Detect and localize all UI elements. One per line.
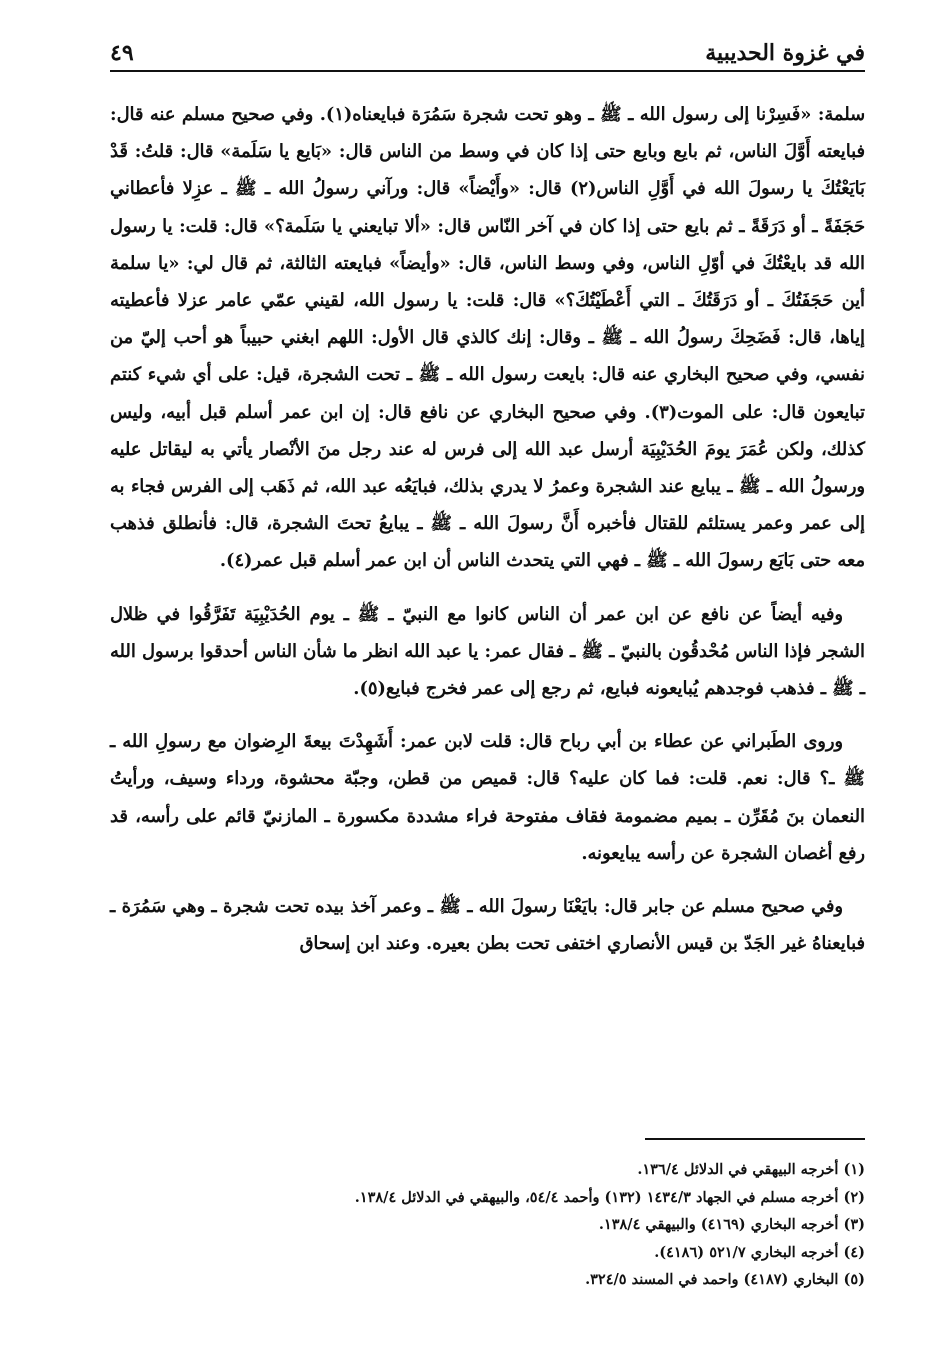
main-text <box>110 96 865 962</box>
footnote-rule <box>645 1138 865 1140</box>
paragraph-1: سلمة: «فَسِرْنا إلى رسول الله ـ ﷺ ـ وهو تحت شجرة سَمُرَة فبايعناه(١). وفي صحيح مسلم عنه قال: فبايعته أَوَّلَ الناس، ثم بايع وبايع حتى إذا كان في وسط من الناس قال: «بَايع يا سَلَمة» قال: قلتُ: قَدْ بَايَعْتُكَ يا رسولَ الله في أَوَّلِ الناس(٢) قال: «وأَيْضاً» قال: ورآني رسولُ الله ـ ﷺ ـ عزِلا فأعطاني حَجَفَةً ـ أو دَرَقَةً ـ ثم بايع حتى إذا كان في آخر النّاس قال: «ألا تبايعني يا سَلَمة؟» قال: قلت: يا رسول الله قد بايعْتُكَ في أوّلِ الناس، وفي وسط الناس، قال: «وأيضاً» فبايعته الثالثة، ثم قال لي: «يا سلمة أين حَجَفَتُكَ ـ أو دَرَقَتُكَ ـ التي أَعْطَيْتُكَ؟» قال: قلت: يا رسول الله، لقيني عمّي عامر عزلا فأعطيته إياها، قال: فَضَحِكَ رسولُ الله ـ ﷺ ـ وقال: إنك كالذي قال الأول: اللهم ابغني حبيباً هو أحب إليّ من نفسي، وفي صحيح البخاري عنه قال: بايعت رسول الله ـ ﷺ ـ تحت الشجرة، قيل: على أي شيء كنتم تبايعون قال: على الموت(٣). وفي صحيح البخاري عن نافع قال: إن ابن عمر أسلم قبل أبيه، وليس كذلك، ولكن عُمَرَ يومَ الحُدَيْبِيَة أرسل عبد الله إلى فرس له عند رجل منَ الأنْصار يأتي به ليقاتل عليه ورسولُ الله ـ ﷺ ـ يبايع عند الشجرة وعمرُ لا يدري بذلك، فبايَعُه عبد الله، ثم ذَهَب إلى الفرس فجاء به إلى عمر وعمر يستلئم للقتال فأخبره أَنَّ رسولَ الله ـ ﷺ ـ يبايعُ تحتَ الشجرة، قال: فأنطلق فذهب معه حتى بَايَع رسولَ الله ـ ﷺ ـ فهي التي يتحدث الناس أن ابن عمر أسلم قبل عمر(٤). <box>110 104 866 572</box>
paragraph-2: وفيه أيضاً عن نافع عن ابن عمر أن الناس كانوا مع النبيّ ـ ﷺ ـ يوم الحُدَيْبِيَة تَفَرَّقُوا في ظلال الشجر فإذا الناس مُحْدقُون بالنبيّ ـ ﷺ ـ فقال عمر: يا عبد الله انظر ما شأن الناس أحدقوا برسول الله ـ ﷺ ـ فذهب فوجدهم يُبايعونه فبايع، ثم رجع إلى عمر فخرج فبايع(٥). <box>110 603 865 700</box>
footnote-2: (٢) أخرجه مسلم في الجهاد ١٤٣٤/٣ (١٣٢) وأحمد ٥٤/٤، والبيهقي في الدلائل ١٣٨/٤. <box>354 1188 865 1206</box>
footnotes <box>110 1156 865 1294</box>
paragraph-4: وفي صحيح مسلم عن جابر قال: بايَعْنَا رسولَ الله ـ ﷺ ـ وعمر آخذ بيده تحت شجرة ـ وهي سَمُرَة ـ فبايعناهُ غير الجَدّ بن قيس الأنصاري اختفى تحت بطن بعيره. وعند ابن إسحاق <box>110 896 865 955</box>
paragraph-3: وروى الطَبراني عن عطاء بن أبي رباح قال: قلت لابن عمر: أَشَهِدْتَ بيعةَ الرِضوان مع رسولِ الله ـ ﷺ ـ؟ قال: نعم. قلت: فما كان عليه؟ قال: قميص من قطن، وجبّة محشوة، ورداء وسيف، ورأيتُ النعمان بنَ مُقَرِّن ـ بميم مضمومة فقاف مفتوحة فراء مشددة مكسورة ـ المازنيّ قائم على رأسه، قد رفع أغصان الشجرة عن رأسه يبايعونه. <box>110 731 865 864</box>
footnote-5: (٥) البخاري (٤١٨٧) واحمد في المسند ٣٢٤/٥. <box>585 1271 865 1288</box>
footnote-4: (٤) أخرجه البخاري ٥٢١/٧ (٤١٨٦). <box>654 1243 865 1261</box>
running-header <box>110 40 865 74</box>
footnote-3: (٣) أخرجه البخاري (٤١٦٩) والبيهقي ١٣٨/٤. <box>598 1216 865 1233</box>
footnote-1: (١) أخرجه البيهقي في الدلائل ١٣٦/٤. <box>637 1161 865 1178</box>
running-title: في غزوة الحديبية <box>705 40 865 66</box>
header-rule <box>110 70 865 72</box>
page-number: ٤٩ <box>110 40 134 66</box>
